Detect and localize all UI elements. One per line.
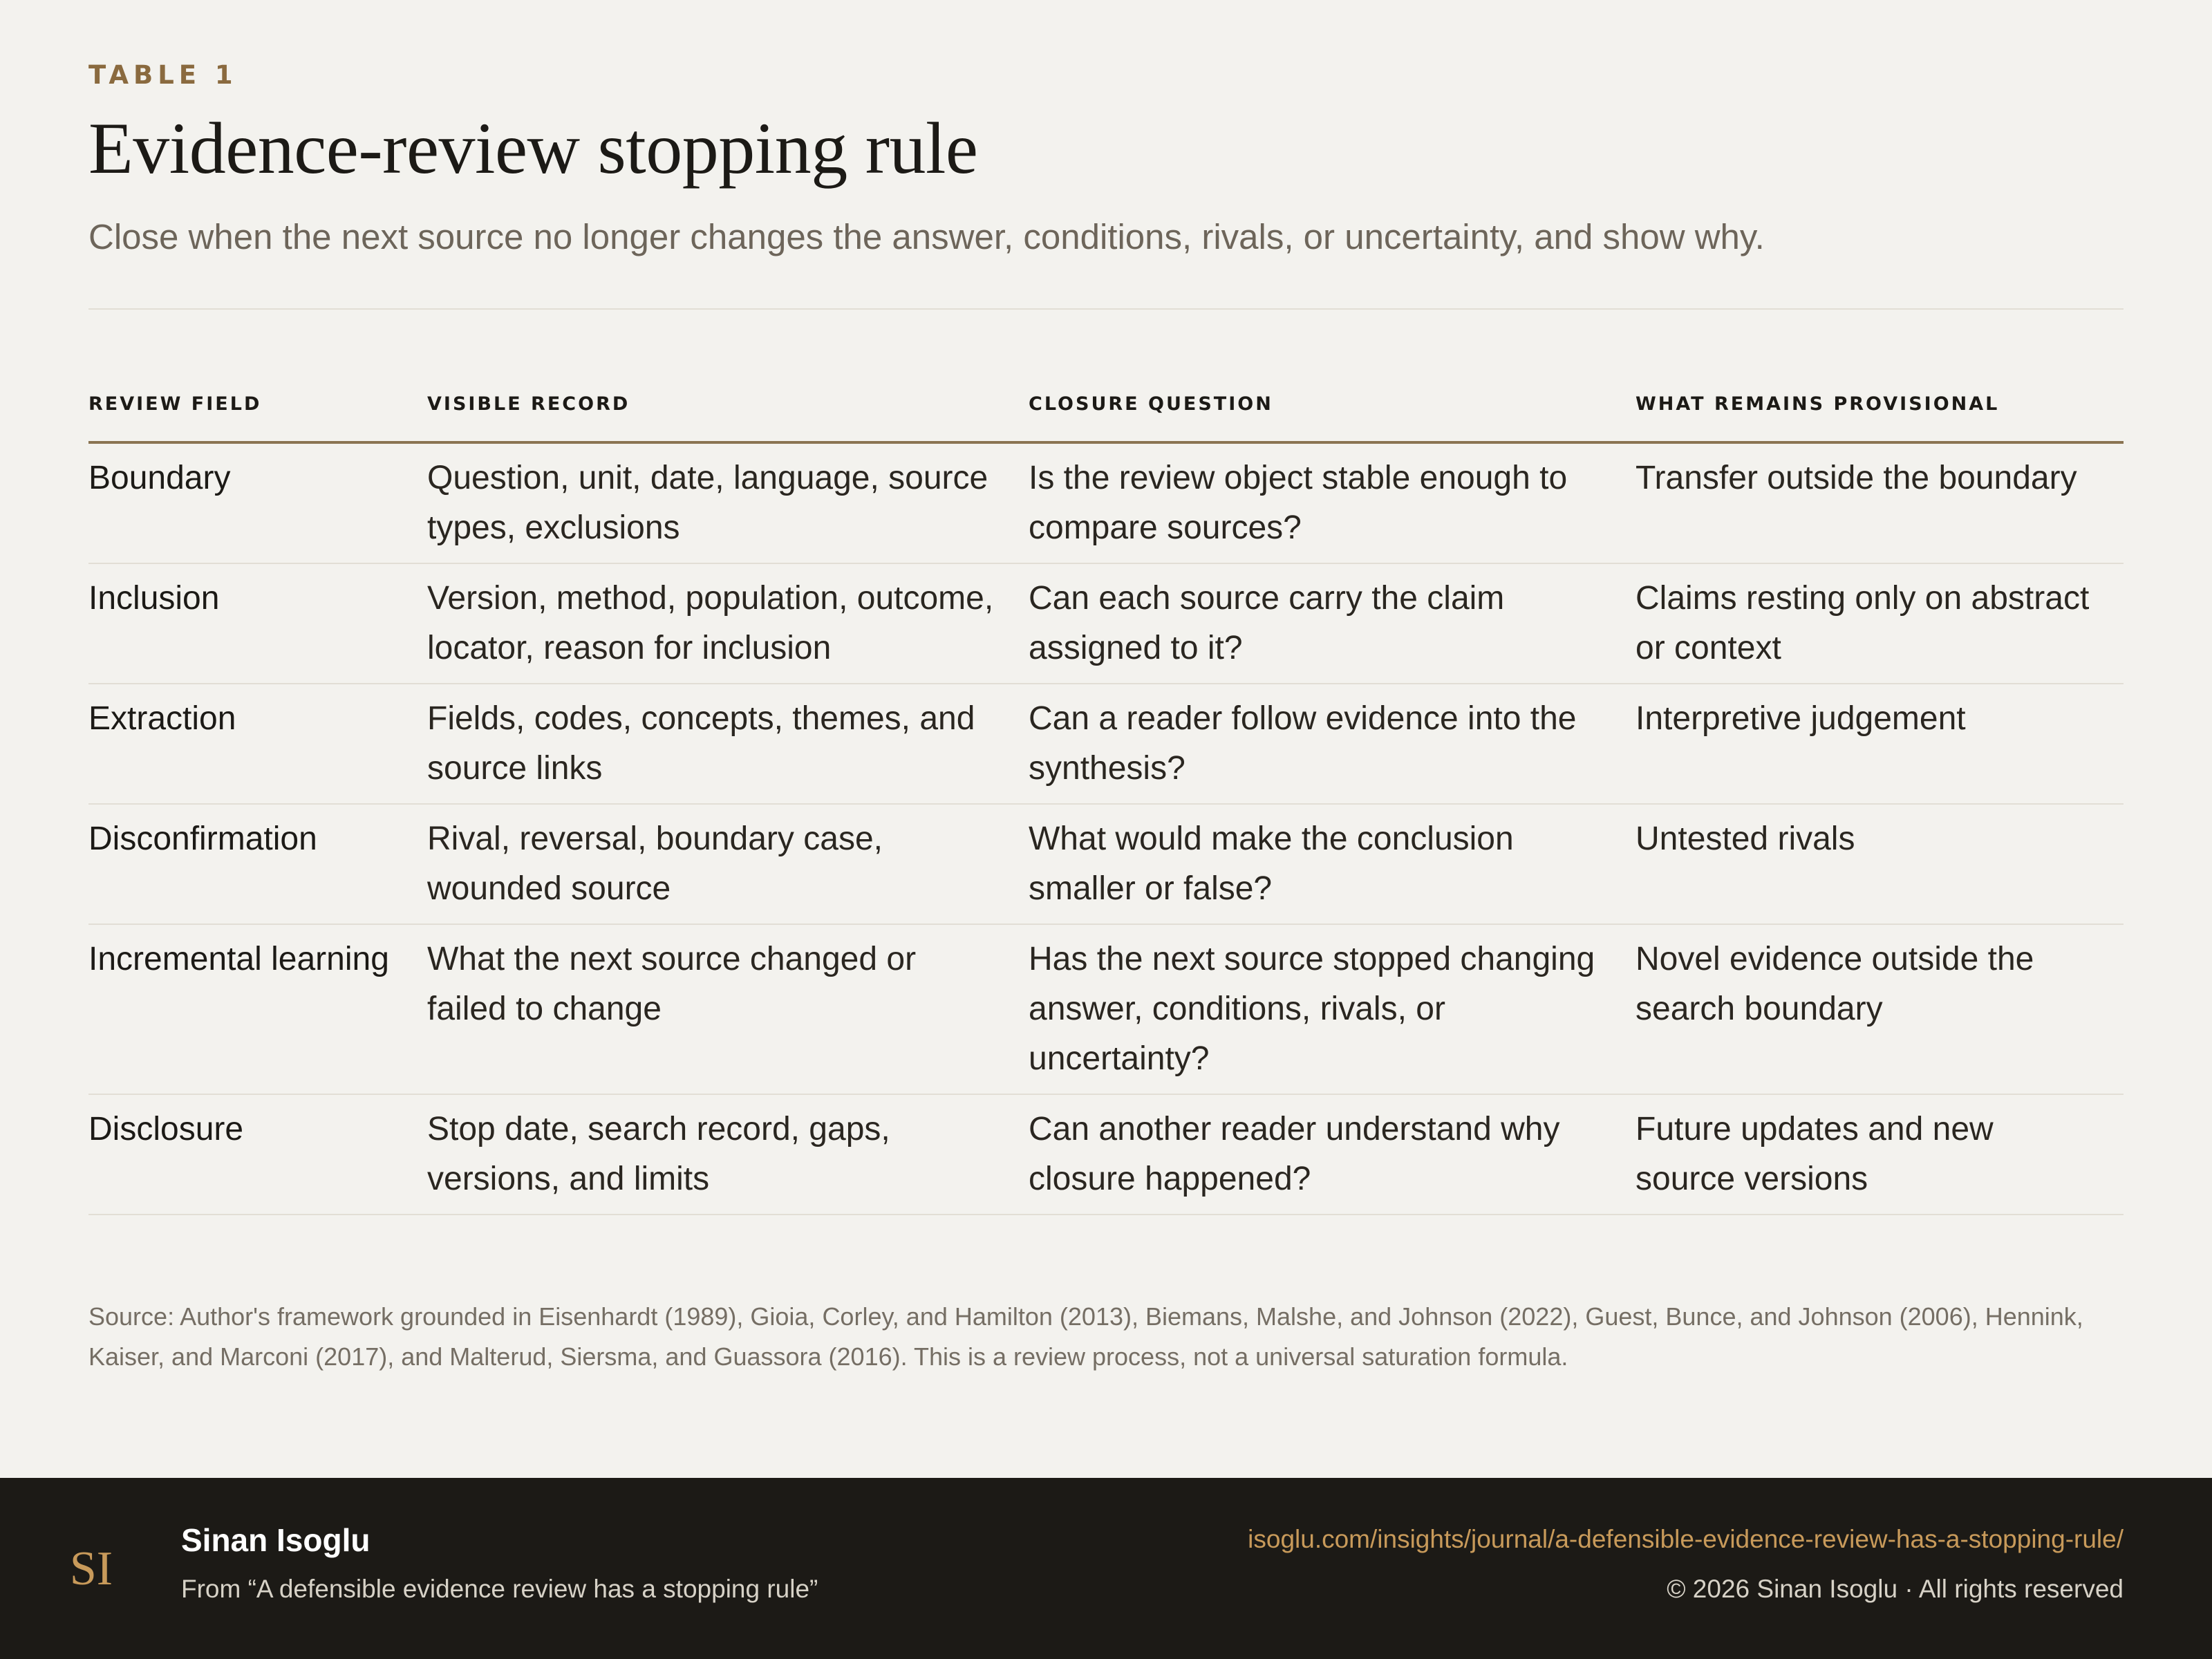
si-monogram-logo: [64, 1537, 119, 1600]
cell-closure-question: What would make the conclusion smaller or false?: [1029, 804, 1635, 924]
cell-review-field: Extraction: [88, 684, 427, 804]
cell-review-field: Disconfirmation: [88, 804, 427, 924]
cell-provisional: Interpretive judgement: [1635, 684, 2124, 804]
footer: [0, 1478, 2212, 1659]
cell-review-field: Incremental learning: [88, 924, 427, 1094]
svg-text:SI: SI: [69, 1542, 113, 1595]
column-header-closure-question: CLOSURE QUESTION: [1029, 393, 1635, 442]
cell-review-field: Disclosure: [88, 1094, 427, 1215]
table-row: [88, 1094, 2124, 1215]
page-subtitle: Close when the next source no longer changes the answer, conditions, rivals, or uncertainty, and show why.: [88, 217, 1765, 256]
cell-provisional: Claims resting only on abstract or context: [1635, 563, 2124, 684]
author-name: Sinan Isoglu: [181, 1522, 371, 1558]
cell-closure-question: Can another reader understand why closure happened?: [1029, 1094, 1635, 1215]
cell-visible-record: Stop date, search record, gaps, versions, and limits: [427, 1094, 1029, 1215]
table-row: [88, 442, 2124, 563]
table-row: [88, 804, 2124, 924]
column-header-what-remains-provisional: WHAT REMAINS PROVISIONAL: [1635, 393, 2124, 442]
copyright-notice: © 2026 Sinan Isoglu · All rights reserved: [1667, 1575, 2124, 1603]
cell-closure-question: Is the review object stable enough to compare sources?: [1029, 442, 1635, 563]
cell-provisional: Future updates and new source versions: [1635, 1094, 2124, 1215]
header-divider: [88, 308, 2124, 310]
article-source: From “A defensible evidence review has a stopping rule”: [181, 1575, 818, 1603]
table-row: [88, 563, 2124, 684]
table-label: TABLE 1: [88, 60, 238, 90]
cell-provisional: Transfer outside the boundary: [1635, 442, 2124, 563]
review-table: [88, 393, 2124, 1215]
cell-closure-question: Can each source carry the claim assigned to it?: [1029, 563, 1635, 684]
page-title: Evidence-review stopping rule: [88, 108, 978, 189]
cell-visible-record: Version, method, population, outcome, locator, reason for inclusion: [427, 563, 1029, 684]
source-note: Source: Author's framework grounded in Eisenhardt (1989), Gioia, Corley, and Hamilton (2013), Biemans, Malshe, and Johnson (2022), Guest, Bunce, and Johnson (2006), Hennink, Kaiser, and Marconi (2017), and Malterud, Siersma, and Guassora (2016). This is a review process, not a universal saturation formula.: [88, 1302, 2083, 1371]
column-header-visible-record: VISIBLE RECORD: [427, 393, 1029, 442]
column-header-review-field: REVIEW FIELD: [88, 393, 427, 442]
cell-visible-record: Question, unit, date, language, source types, exclusions: [427, 442, 1029, 563]
cell-provisional: Novel evidence outside the search boundary: [1635, 924, 2124, 1094]
cell-review-field: Inclusion: [88, 563, 427, 684]
table-row: [88, 684, 2124, 804]
cell-visible-record: Rival, reversal, boundary case, wounded source: [427, 804, 1029, 924]
cell-closure-question: Has the next source stopped changing answer, conditions, rivals, or uncertainty?: [1029, 924, 1635, 1094]
article-link[interactable]: isoglu.com/insights/journal/a-defensible-evidence-review-has-a-stopping-rule/: [1248, 1525, 2124, 1553]
cell-visible-record: Fields, codes, concepts, themes, and source links: [427, 684, 1029, 804]
table-header-row: [88, 393, 2124, 442]
cell-visible-record: What the next source changed or failed to change: [427, 924, 1029, 1094]
table-row: [88, 924, 2124, 1094]
page-content: [88, 59, 2124, 1377]
cell-provisional: Untested rivals: [1635, 804, 2124, 924]
cell-review-field: Boundary: [88, 442, 427, 563]
cell-closure-question: Can a reader follow evidence into the synthesis?: [1029, 684, 1635, 804]
